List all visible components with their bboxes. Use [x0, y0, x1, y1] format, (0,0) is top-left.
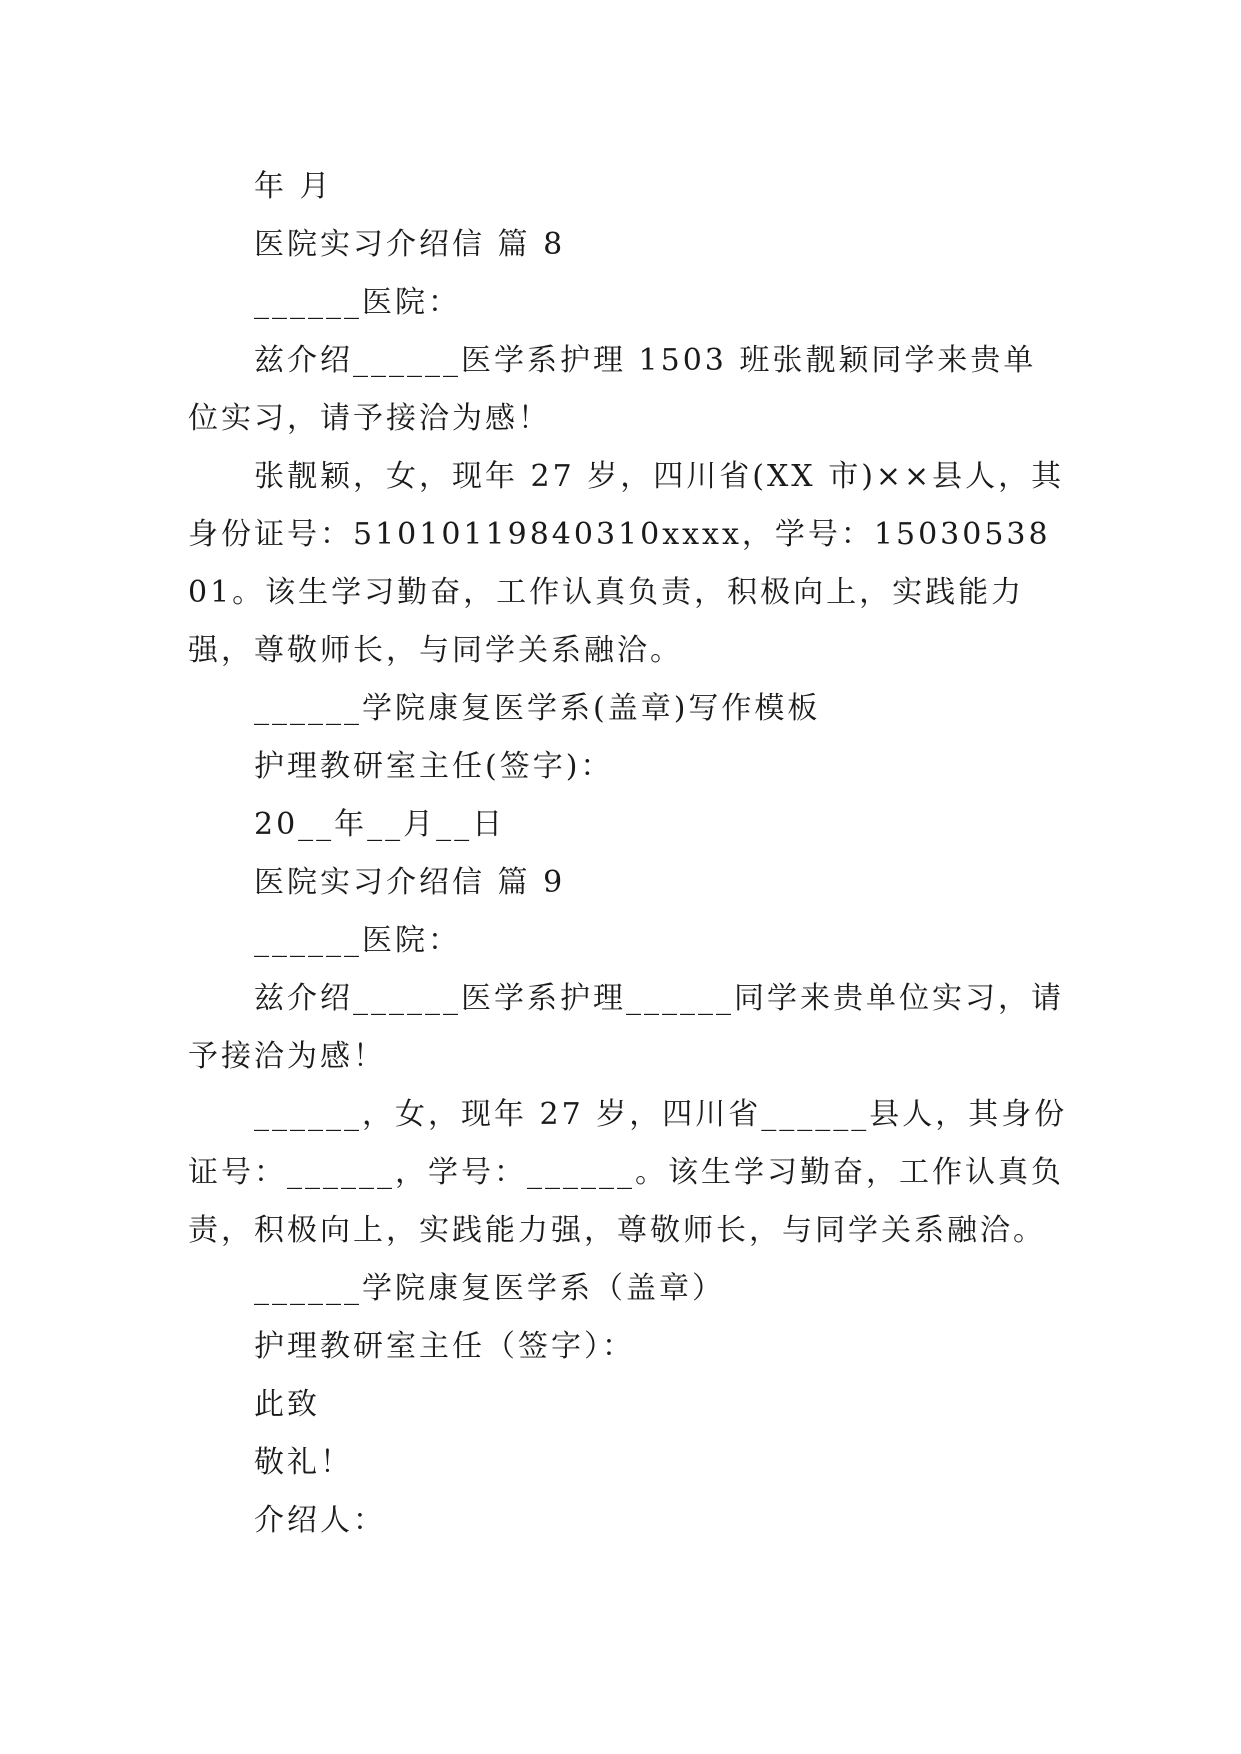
- body-paragraph: 张靓颖，女，现年 27 岁，四川省(XX 市)××县人，其身份证号：51010119840310xxxx，学号：1503053801。该生学习勤奋，工作认真负责，积极向上，实践能力强，尊敬师长，与同学关系融洽。: [188, 459, 1065, 668]
- signature-line: 护理教研室主任(签字)：: [254, 749, 614, 784]
- signature-line: 护理教研室主任（签字）：: [254, 1329, 635, 1364]
- closing-line: 敬礼！: [254, 1445, 353, 1480]
- body-paragraph: 兹介绍______医学系护理 1503 班张靓颖同学来贵单位实习，请予接洽为感！: [188, 343, 1037, 436]
- body-paragraph: 兹介绍______医学系护理______同学来贵单位实习，请予接洽为感！: [188, 981, 1064, 1074]
- seal-line: ______学院康复医学系(盖章)写作模板: [254, 691, 821, 726]
- date-line: 年 月: [254, 169, 333, 204]
- closing-line: 此致: [254, 1387, 320, 1422]
- section-heading-8: 医院实习介绍信 篇 8: [254, 227, 566, 262]
- salutation: ______医院：: [254, 285, 461, 320]
- salutation: ______医院：: [254, 923, 461, 958]
- date-line: 20__年__月__日: [254, 807, 506, 842]
- document-page: [188, 158, 1068, 1550]
- section-heading-9: 医院实习介绍信 篇 9: [254, 865, 566, 900]
- seal-line: ______学院康复医学系（盖章）: [254, 1271, 725, 1306]
- body-paragraph: ______，女，现年 27 岁，四川省______县人，其身份证号：______，学号：______。该生学习勤奋，工作认真负责，积极向上，实践能力强，尊敬师长，与同学关系融洽。: [188, 1097, 1068, 1248]
- introducer-line: 介绍人：: [254, 1503, 386, 1538]
